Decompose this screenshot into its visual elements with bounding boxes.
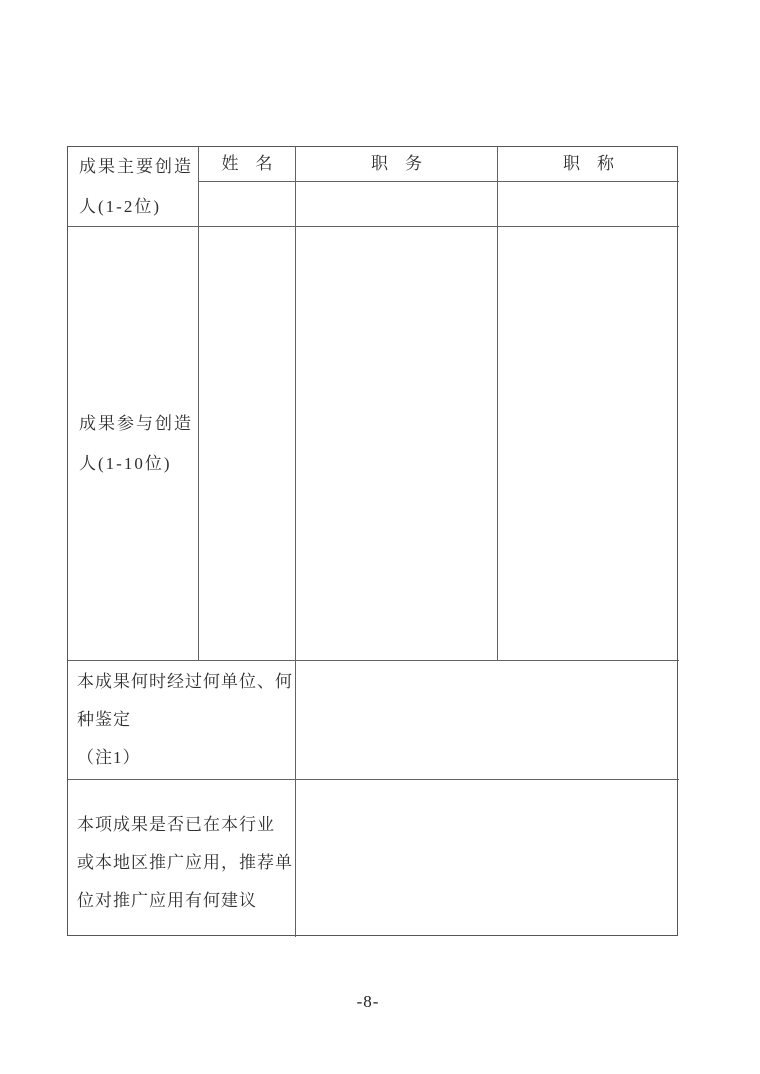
cell-main-creator-position-empty bbox=[296, 182, 498, 227]
column-header-position: 职 务 bbox=[296, 147, 498, 182]
appraisal-label-line3: （注1） bbox=[77, 748, 141, 767]
cell-participants-label bbox=[68, 227, 199, 661]
appraisal-label-line1: 本成果何时经过何单位、何 bbox=[77, 672, 293, 691]
cell-promotion-label bbox=[68, 780, 296, 937]
cell-participants-name-empty bbox=[199, 227, 296, 661]
main-creators-label-line2: 人(1-2位) bbox=[79, 196, 161, 216]
page-number: -8- bbox=[356, 992, 380, 1011]
promotion-label-line2: 或本地区推广应用，推荐单 bbox=[77, 852, 293, 872]
column-header-title: 职 称 bbox=[498, 147, 679, 182]
cell-participants-position-empty bbox=[296, 227, 498, 661]
column-header-name: 姓 名 bbox=[199, 147, 296, 182]
appraisal-label-line2: 种鉴定 bbox=[77, 710, 131, 729]
cell-main-creator-title-empty bbox=[498, 182, 679, 227]
participants-label-line2: 人(1-10位) bbox=[79, 453, 172, 473]
cell-appraisal-content-empty bbox=[296, 661, 679, 780]
main-creators-label-line1: 成果主要创造 bbox=[79, 156, 193, 176]
cell-appraisal-label bbox=[68, 661, 296, 780]
cell-main-creator-name-empty bbox=[199, 182, 296, 227]
promotion-label-line1: 本项成果是否已在本行业 bbox=[77, 814, 275, 834]
participants-label-line1: 成果参与创造 bbox=[79, 413, 193, 433]
cell-participants-title-empty bbox=[498, 227, 679, 661]
achievement-form-table bbox=[67, 146, 678, 936]
cell-main-creators-label bbox=[68, 147, 199, 227]
cell-promotion-content-empty bbox=[296, 780, 679, 937]
promotion-label-line3: 位对推广应用有何建议 bbox=[77, 890, 257, 910]
